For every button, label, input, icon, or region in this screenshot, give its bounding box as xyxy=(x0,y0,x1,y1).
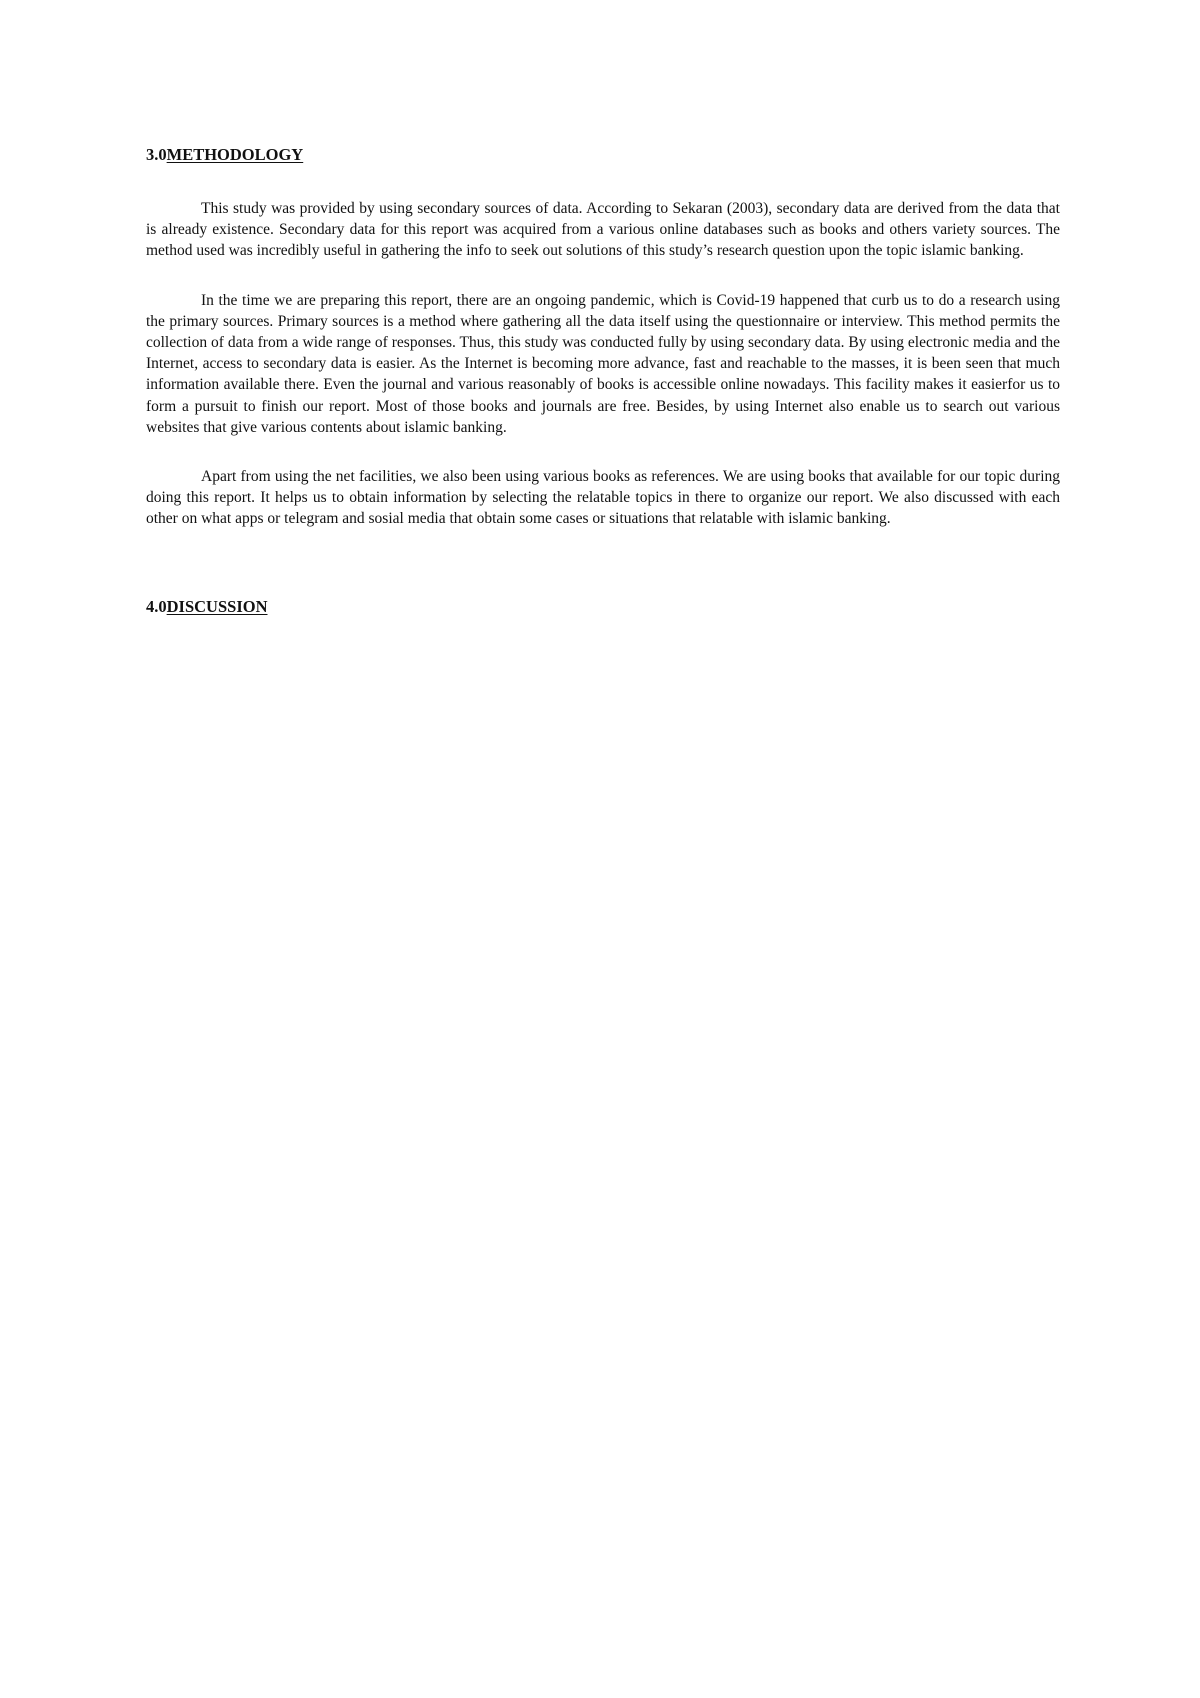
methodology-paragraph-2: In the time we are preparing this report, there are an ongoing pandemic, which is Covid-19 happened that curb us to do a research using the primary sources. Primary sources is a method where gathering all the data itself using the questionnaire or interview. This method permits the collection of data from a wide range of responses. Thus, this study was conducted fully by using secondary data. By using electronic media and the Internet, access to secondary data is easier. As the Internet is becoming more advance, fast and reachable to the masses, it is been seen that much information available there. Even the journal and various reasonably of books is accessible online nowadays. This facility makes it easierfor us to form a pursuit to finish our report. Most of those books and journals are free. Besides, by using Internet also enable us to search out various websites that give various contents about islamic banking. xyxy=(146,291,1060,436)
methodology-paragraph-1: This study was provided by using secondary sources of data. According to Sekaran (2003), secondary data are derived from the data that is already existence. Secondary data for this report was acquired from a various online databases such as books and others variety sources. The method used was incredibly useful in gathering the info to seek out solutions of this study’s research question upon the topic islamic banking. xyxy=(146,200,1060,260)
section-title: DISCUSSION xyxy=(166,596,268,616)
methodology-paragraph-3: Apart from using the net facilities, we also been using various books as references. We are using books that available for our topic during doing this report. It helps us to obtain information by selecting the relatable topics in there to organize our report. We also discussed with each other on what apps or telegram and sosial media that obtain some cases or situations that relatable with islamic banking. xyxy=(146,468,1060,528)
section-heading-methodology xyxy=(146,144,1060,166)
section-number: 4.0 xyxy=(146,596,167,616)
section-heading-discussion xyxy=(146,596,1060,618)
section-number: 3.0 xyxy=(146,145,167,164)
section-title: METHODOLOGY xyxy=(166,145,304,164)
page-content xyxy=(146,140,1060,618)
